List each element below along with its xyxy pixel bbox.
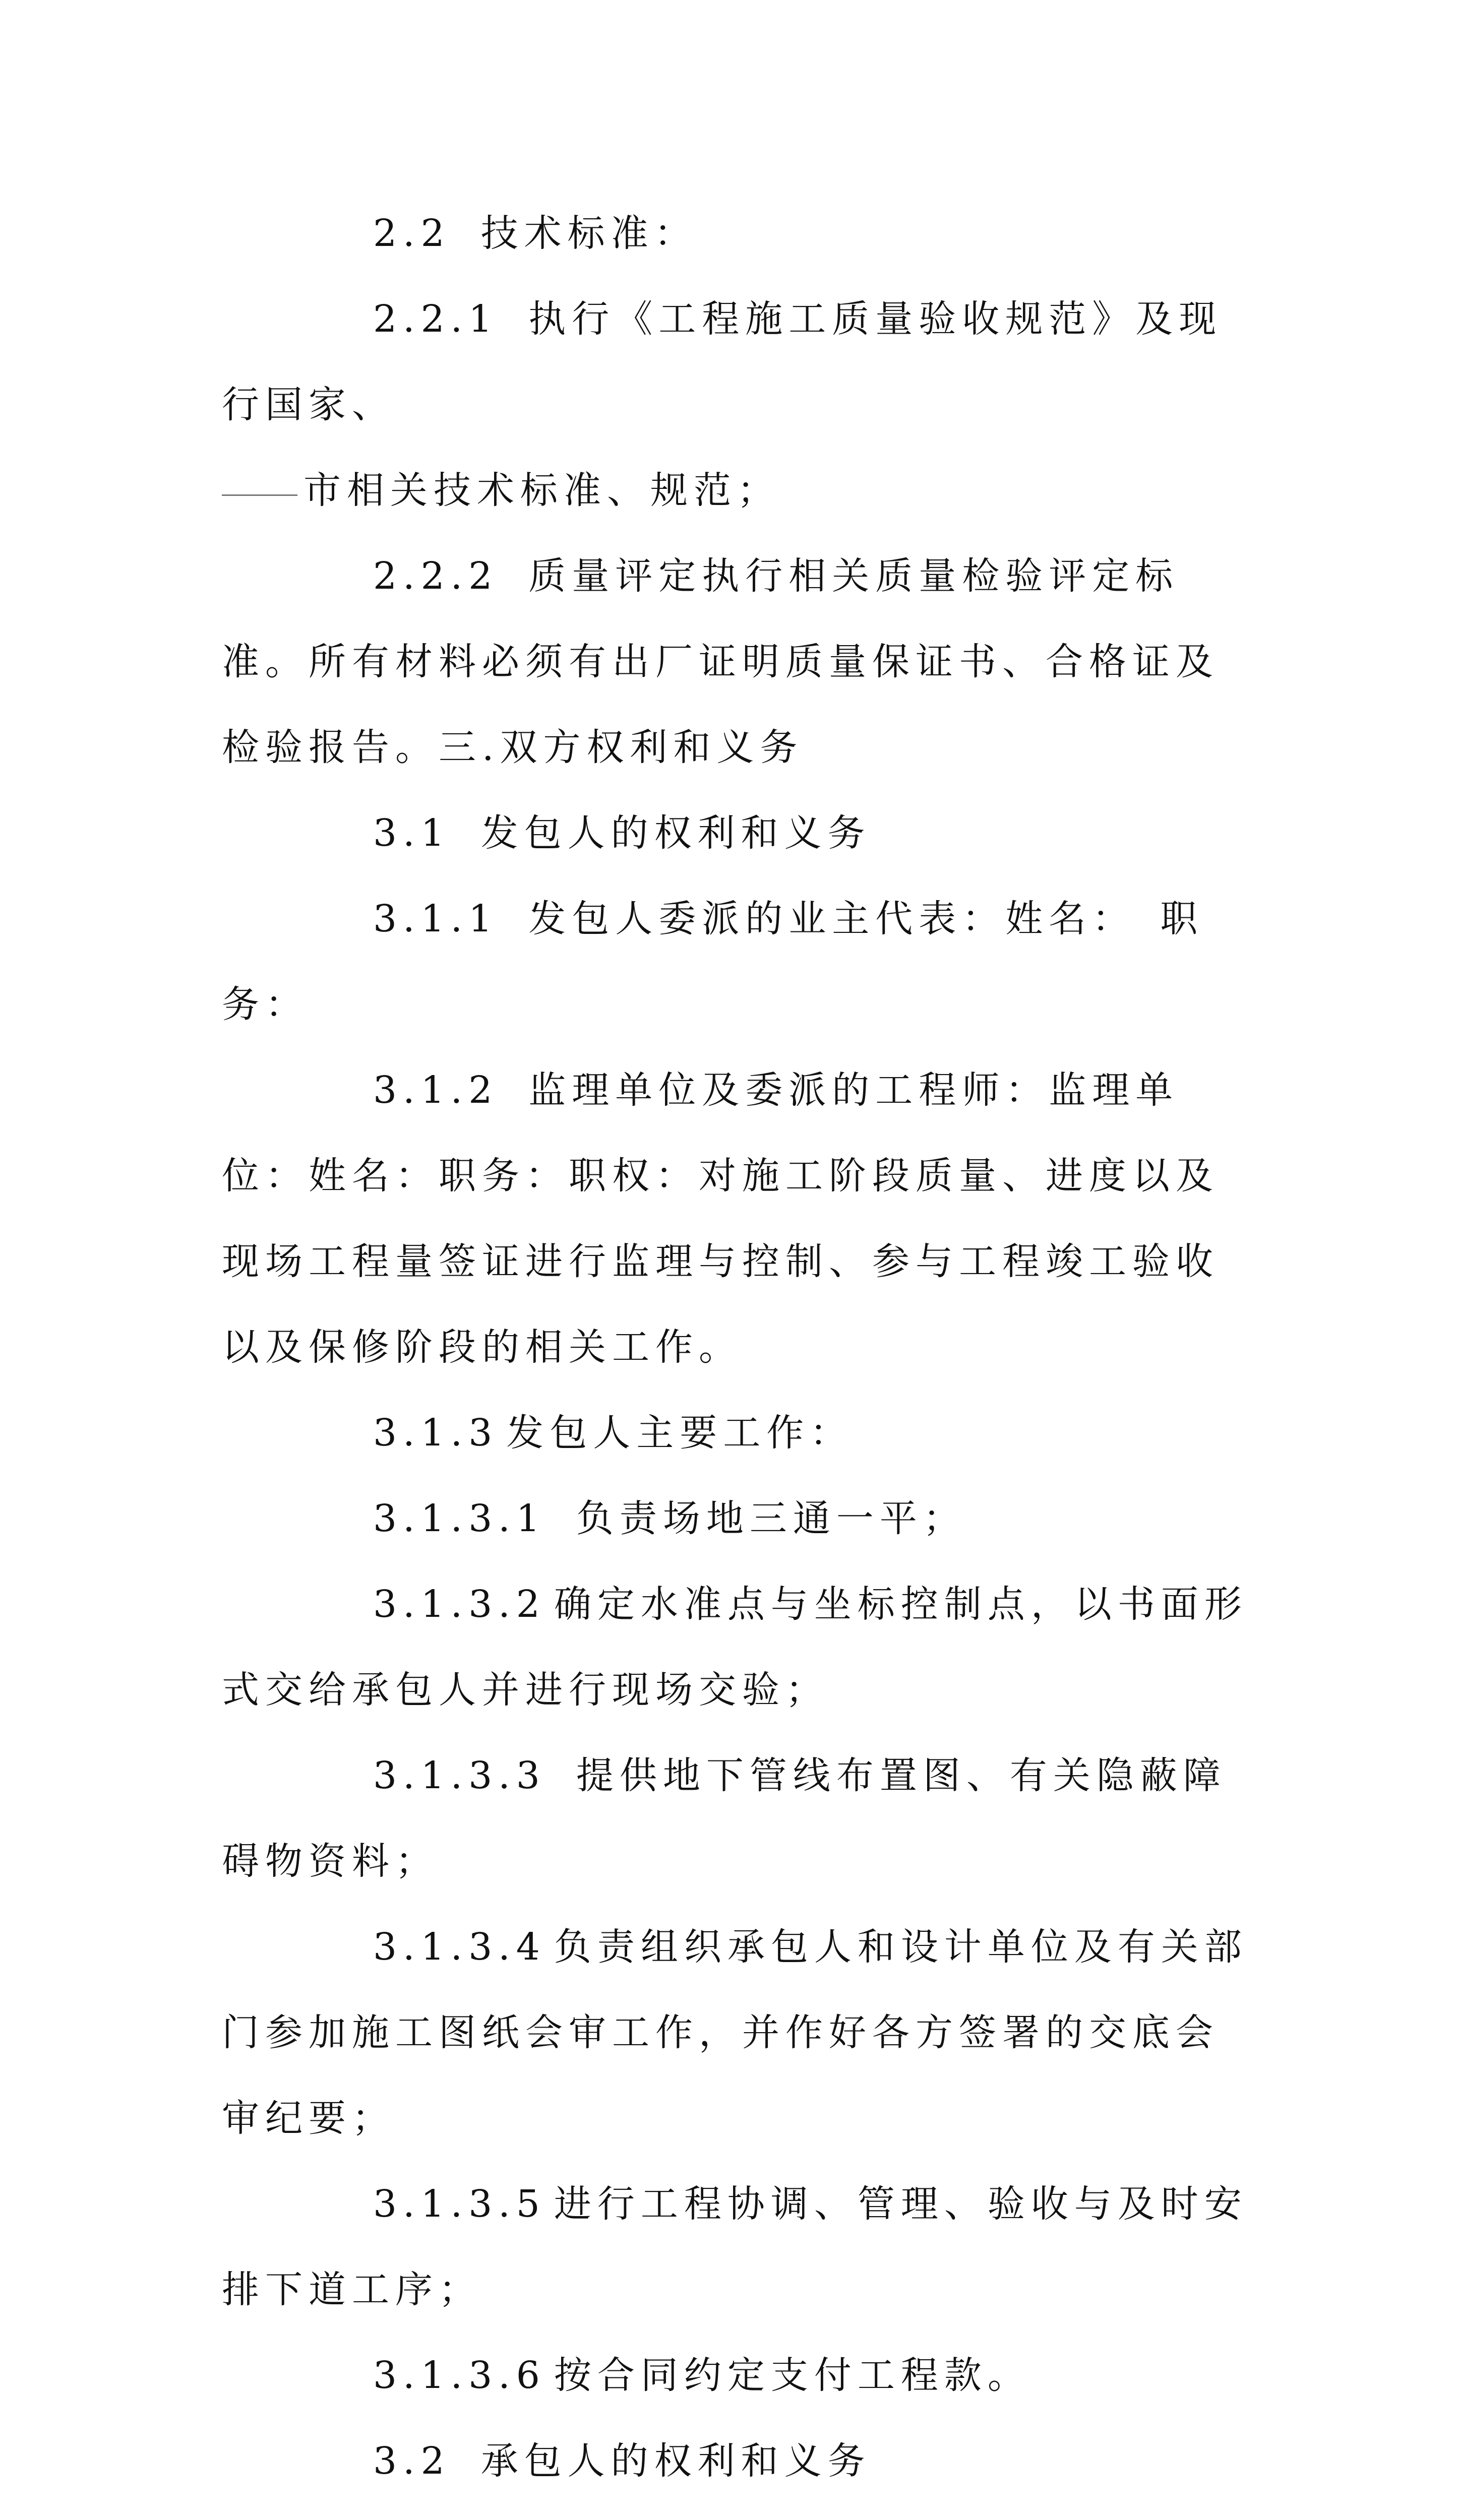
- section-text: 技术标准：: [480, 212, 698, 255]
- section-2-2-1: [222, 276, 1250, 448]
- section-3-1-3-4: [222, 1904, 1250, 2161]
- section-text: 监理单位及委派的工程师：监理单位：姓名：职务：职权：对施工阶段质量、进度以及现场工程量签证进行监理与控制、参与工程竣工验收以及保修阶段的相关工作。: [222, 1068, 1219, 1369]
- section-text: 发包人的权利和义务: [480, 811, 871, 855]
- section-number: 3.1.1: [373, 897, 499, 940]
- fill-in-blank: [222, 494, 297, 496]
- section-number: 3.1.2: [373, 1068, 499, 1112]
- section-number: 3.1.3.4: [373, 1925, 546, 1969]
- section-3-1-3: [222, 1390, 1250, 1476]
- section-number: 3.1.3.6: [373, 2354, 546, 2397]
- section-number: 3.1: [373, 811, 451, 855]
- document-body: [222, 191, 1250, 2520]
- section-number: 2.2.2: [373, 554, 499, 598]
- section-3-1-2: [222, 1047, 1250, 1390]
- section-number: 3.1.3.1: [373, 1497, 546, 1540]
- section-2-2-2: [222, 533, 1250, 790]
- section-3-2-1: [222, 2504, 1250, 2520]
- section-3-1-3-2: [222, 1561, 1250, 1733]
- section-number: 3.2: [373, 2439, 451, 2483]
- section-number: 2.2: [373, 212, 451, 255]
- section-text: 质量评定执行相关质量检验评定标准。所有材料必须有出厂证明质量保证书、合格证及检验报告。三.双方权利和义务: [222, 554, 1219, 769]
- section-3-1-3-6: [222, 2333, 1250, 2418]
- section-text: 提供地下管线布置图、有关隐蔽障碍物资料；: [222, 1754, 1227, 1883]
- section-text: 发包人主要工作：: [506, 1411, 854, 1455]
- section-3-1-3-3: [222, 1733, 1250, 1904]
- section-text: 负责场地三通一平；: [576, 1497, 966, 1540]
- section-3-1-3-1: [222, 1476, 1250, 1561]
- section-text: 确定水准点与坐标控制点，以书面形式交给承包人并进行现场交验；: [222, 1583, 1248, 1712]
- section-3-2: [222, 2418, 1250, 2504]
- section-text: 执行《工程施工质量验收规范》及现行国家、: [222, 297, 1223, 426]
- section-text: 进行工程协调、管理、验收与及时安排下道工序；: [222, 2182, 1248, 2311]
- section-text: 负责组织承包人和设计单位及有关部门参加施工图纸会审工作，并作好各方签署的交底会审纪要；: [222, 1925, 1248, 2140]
- section-number: 3.1.3.2: [373, 1583, 546, 1626]
- section-number: 3.1.3.3: [373, 1754, 546, 1797]
- section-text: 按合同约定支付工程款。: [554, 2354, 1031, 2397]
- section-number: [297, 2504, 498, 2520]
- section-3-1-3-5: [222, 2161, 1250, 2333]
- section-3-1-1: [222, 876, 1250, 1047]
- section-number: 2.2.1: [373, 297, 499, 341]
- section-text: 发包人委派的业主代表：姓名： 职务：: [222, 897, 1204, 1026]
- section-3-1: [222, 790, 1250, 876]
- section-number: 3.1.3: [373, 1411, 499, 1455]
- section-2-2: [222, 191, 1250, 276]
- section-2-2-1-continued: [222, 448, 1250, 533]
- section-number: 3.1.3.5: [373, 2182, 546, 2226]
- section-text: 承包人的权利和义务: [480, 2439, 871, 2483]
- section-text: 市相关技术标准、规范；: [303, 469, 780, 512]
